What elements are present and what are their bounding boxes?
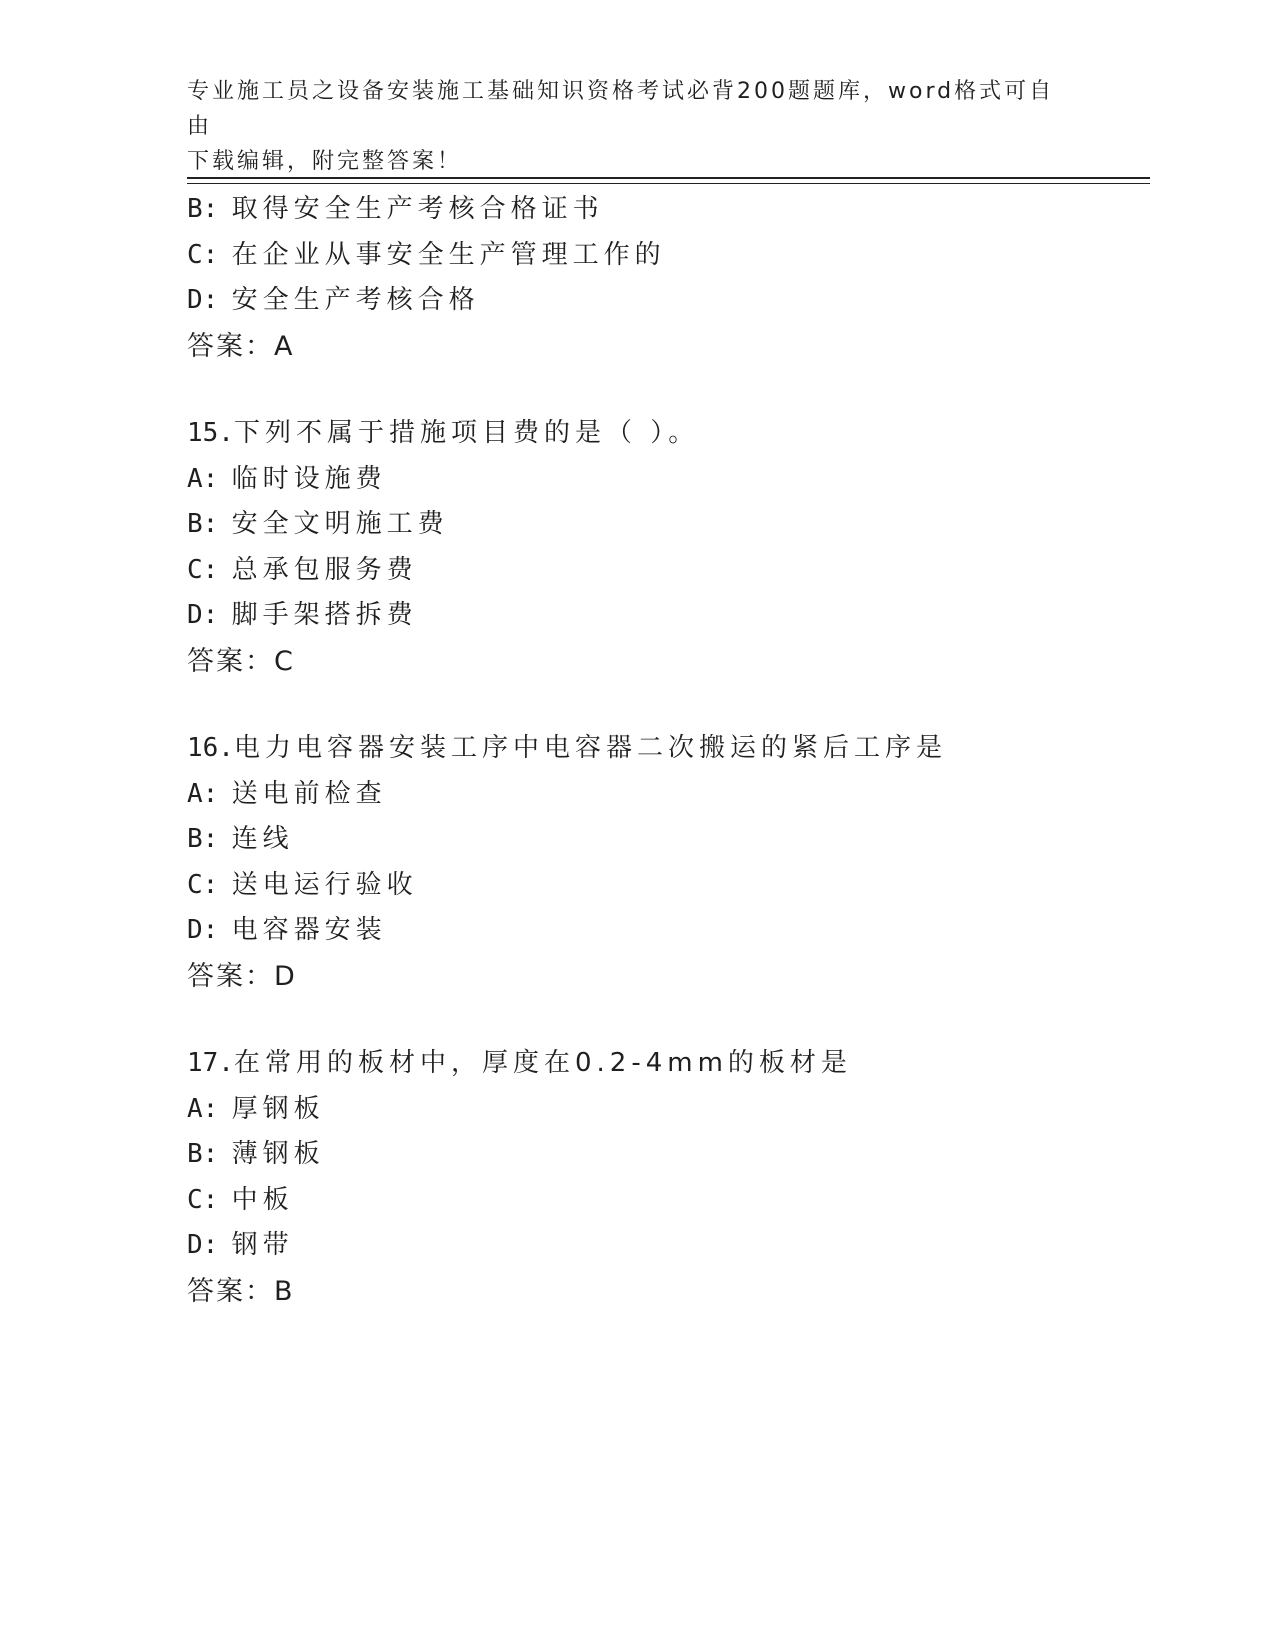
- option-row: [187, 863, 1147, 909]
- option-row: [187, 1132, 1147, 1178]
- option-letter: C:: [187, 1184, 219, 1215]
- header-line-2: 下载编辑，附完整答案！: [187, 149, 463, 174]
- option-row: [187, 278, 1147, 324]
- header-line-1: 专业施工员之设备安装施工基础知识资格考试必背200题题库，word格式可自由: [187, 79, 1055, 139]
- option-row: [187, 817, 1147, 863]
- option-row: [187, 908, 1147, 954]
- option-letter: C:: [187, 869, 219, 900]
- answer-line: 答案：C: [187, 645, 295, 677]
- option-letter: C:: [187, 239, 219, 270]
- answer-line: 答案：B: [187, 1275, 295, 1307]
- option-row: [187, 502, 1147, 548]
- option-letter: D:: [187, 915, 219, 945]
- question-block-17: [187, 1041, 1147, 1314]
- option-text: 脚手架搭拆费: [231, 600, 418, 630]
- option-text: 安全生产考核合格: [231, 285, 480, 315]
- option-letter: B:: [187, 824, 219, 854]
- option-letter: A:: [187, 778, 219, 809]
- question-number: 17.: [187, 1048, 234, 1078]
- option-text: 取得安全生产考核合格证书: [231, 194, 604, 224]
- question-text: 电力电容器安装工序中电容器二次搬运的紧后工序是: [233, 733, 947, 763]
- option-row: [187, 1087, 1147, 1133]
- option-row: [187, 1223, 1147, 1269]
- question-stem: [187, 726, 1147, 772]
- option-text: 安全文明施工费: [231, 509, 449, 539]
- question-text: 在常用的板材中，厚度在0.2-4mm的板材是: [233, 1048, 852, 1078]
- question-list: [187, 187, 1147, 1314]
- option-letter: B:: [187, 194, 219, 224]
- option-text: 在企业从事安全生产管理工作的: [231, 239, 666, 270]
- question-block-15: [187, 411, 1147, 684]
- option-text: 钢带: [231, 1230, 294, 1260]
- option-letter: C:: [187, 554, 219, 585]
- option-row: [187, 548, 1147, 594]
- option-letter: D:: [187, 1230, 219, 1260]
- option-text: 薄钢板: [231, 1139, 325, 1169]
- option-letter: A:: [187, 1093, 219, 1124]
- header-divider: [187, 177, 1150, 179]
- option-text: 临时设施费: [231, 463, 387, 494]
- option-row: [187, 233, 1147, 279]
- page-header: [187, 74, 1067, 179]
- option-text: 总承包服务费: [231, 554, 418, 585]
- option-row: [187, 457, 1147, 503]
- answer-line: 答案：D: [187, 960, 297, 992]
- question-text: 下列不属于措施项目费的是（ ）。: [233, 418, 700, 448]
- question-number: 16.: [187, 733, 234, 763]
- option-row: [187, 593, 1147, 639]
- option-letter: B:: [187, 1139, 219, 1169]
- option-text: 送电前检查: [231, 778, 387, 809]
- question-stem: [187, 411, 1147, 457]
- option-row: [187, 1178, 1147, 1224]
- option-text: 厚钢板: [231, 1093, 325, 1124]
- option-text: 送电运行验收: [231, 869, 418, 900]
- option-letter: A:: [187, 463, 219, 494]
- option-text: 中板: [231, 1184, 294, 1215]
- option-letter: D:: [187, 285, 219, 315]
- option-row: [187, 187, 1147, 233]
- question-number: 15.: [187, 418, 234, 448]
- question-block-prev: [187, 187, 1147, 369]
- option-text: 电容器安装: [231, 915, 387, 945]
- question-block-16: [187, 726, 1147, 999]
- question-stem: [187, 1041, 1147, 1087]
- option-text: 连线: [231, 824, 294, 854]
- answer-line: 答案：A: [187, 330, 295, 362]
- option-letter: B:: [187, 509, 219, 539]
- option-row: [187, 772, 1147, 818]
- option-letter: D:: [187, 600, 219, 630]
- header-divider-thin: [187, 183, 1150, 184]
